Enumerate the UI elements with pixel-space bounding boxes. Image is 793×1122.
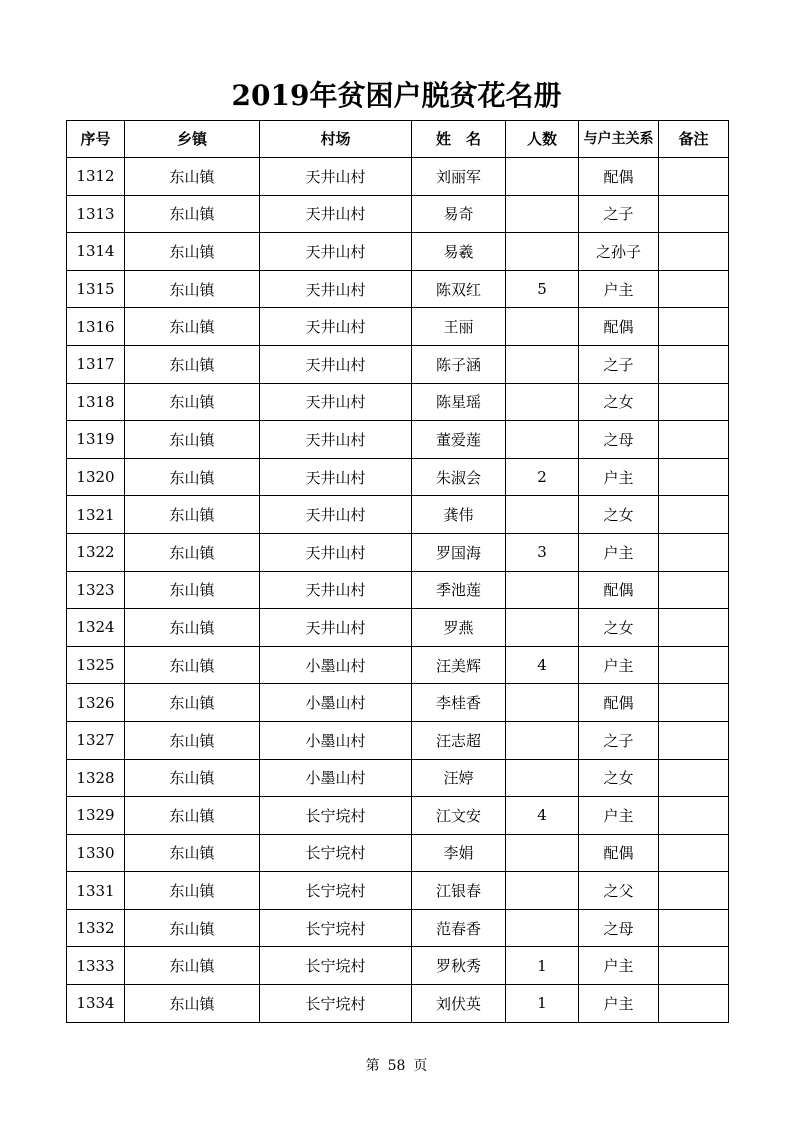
cell-town: 东山镇 <box>125 458 260 496</box>
roster-body <box>67 158 729 1023</box>
cell-name: 陈双红 <box>412 270 506 308</box>
cell-relation: 之孙子 <box>579 233 659 271</box>
col-header-name: 姓 名 <box>412 121 506 158</box>
cell-seq: 1323 <box>67 571 125 609</box>
cell-remark <box>659 270 729 308</box>
cell-village: 天井山村 <box>260 458 412 496</box>
cell-name: 王丽 <box>412 308 506 346</box>
cell-town: 东山镇 <box>125 383 260 421</box>
cell-name: 汪美辉 <box>412 646 506 684</box>
cell-town: 东山镇 <box>125 909 260 947</box>
table-row <box>67 233 729 271</box>
cell-relation: 之女 <box>579 496 659 534</box>
cell-count: 3 <box>506 533 579 571</box>
table-row <box>67 609 729 647</box>
cell-town: 东山镇 <box>125 646 260 684</box>
cell-town: 东山镇 <box>125 985 260 1023</box>
cell-count: 4 <box>506 646 579 684</box>
col-header-town: 乡镇 <box>125 121 260 158</box>
cell-village: 小墨山村 <box>260 721 412 759</box>
cell-town: 东山镇 <box>125 496 260 534</box>
cell-town: 东山镇 <box>125 421 260 459</box>
cell-village: 天井山村 <box>260 345 412 383</box>
cell-village: 天井山村 <box>260 571 412 609</box>
cell-seq: 1321 <box>67 496 125 534</box>
cell-count <box>506 421 579 459</box>
table-row <box>67 496 729 534</box>
cell-village: 天井山村 <box>260 533 412 571</box>
cell-name: 汪婷 <box>412 759 506 797</box>
cell-relation: 之子 <box>579 345 659 383</box>
cell-remark <box>659 383 729 421</box>
cell-remark <box>659 985 729 1023</box>
cell-remark <box>659 909 729 947</box>
cell-name: 李桂香 <box>412 684 506 722</box>
cell-village: 天井山村 <box>260 609 412 647</box>
cell-count <box>506 872 579 910</box>
table-row <box>67 684 729 722</box>
cell-town: 东山镇 <box>125 270 260 308</box>
cell-relation: 户主 <box>579 270 659 308</box>
header-row <box>67 121 729 158</box>
cell-remark <box>659 195 729 233</box>
table-row <box>67 383 729 421</box>
cell-village: 长宁垸村 <box>260 909 412 947</box>
cell-relation: 配偶 <box>579 308 659 346</box>
cell-seq: 1332 <box>67 909 125 947</box>
cell-village: 长宁垸村 <box>260 872 412 910</box>
table-row <box>67 270 729 308</box>
cell-name: 罗燕 <box>412 609 506 647</box>
cell-remark <box>659 759 729 797</box>
cell-seq: 1316 <box>67 308 125 346</box>
cell-relation: 之女 <box>579 609 659 647</box>
cell-town: 东山镇 <box>125 834 260 872</box>
col-header-remark: 备注 <box>659 121 729 158</box>
cell-village: 长宁垸村 <box>260 985 412 1023</box>
cell-village: 天井山村 <box>260 158 412 196</box>
cell-remark <box>659 458 729 496</box>
cell-remark <box>659 571 729 609</box>
cell-relation: 配偶 <box>579 684 659 722</box>
cell-name: 江文安 <box>412 797 506 835</box>
table-row <box>67 797 729 835</box>
cell-town: 东山镇 <box>125 195 260 233</box>
cell-name: 江银春 <box>412 872 506 910</box>
cell-seq: 1334 <box>67 985 125 1023</box>
cell-name: 刘丽军 <box>412 158 506 196</box>
cell-relation: 之女 <box>579 383 659 421</box>
page-footer <box>0 1055 793 1075</box>
cell-remark <box>659 233 729 271</box>
cell-village: 天井山村 <box>260 421 412 459</box>
cell-town: 东山镇 <box>125 797 260 835</box>
cell-village: 长宁垸村 <box>260 947 412 985</box>
cell-name: 范春香 <box>412 909 506 947</box>
cell-remark <box>659 797 729 835</box>
cell-name: 董爱莲 <box>412 421 506 459</box>
cell-seq: 1319 <box>67 421 125 459</box>
cell-relation: 之母 <box>579 421 659 459</box>
cell-name: 罗国海 <box>412 533 506 571</box>
cell-relation: 配偶 <box>579 571 659 609</box>
table-row <box>67 985 729 1023</box>
cell-seq: 1328 <box>67 759 125 797</box>
cell-count <box>506 759 579 797</box>
cell-town: 东山镇 <box>125 872 260 910</box>
cell-town: 东山镇 <box>125 308 260 346</box>
cell-town: 东山镇 <box>125 345 260 383</box>
cell-name: 罗秋秀 <box>412 947 506 985</box>
cell-relation: 户主 <box>579 985 659 1023</box>
cell-count <box>506 721 579 759</box>
cell-count: 1 <box>506 985 579 1023</box>
cell-remark <box>659 533 729 571</box>
cell-name: 陈子涵 <box>412 345 506 383</box>
cell-count <box>506 909 579 947</box>
cell-relation: 户主 <box>579 458 659 496</box>
cell-count: 1 <box>506 947 579 985</box>
cell-town: 东山镇 <box>125 684 260 722</box>
cell-count <box>506 383 579 421</box>
cell-name: 李娟 <box>412 834 506 872</box>
table-row <box>67 421 729 459</box>
cell-town: 东山镇 <box>125 609 260 647</box>
cell-count: 2 <box>506 458 579 496</box>
cell-name: 刘伏英 <box>412 985 506 1023</box>
cell-village: 长宁垸村 <box>260 797 412 835</box>
table-row <box>67 872 729 910</box>
cell-relation: 之女 <box>579 759 659 797</box>
cell-seq: 1326 <box>67 684 125 722</box>
cell-name: 季池莲 <box>412 571 506 609</box>
cell-remark <box>659 158 729 196</box>
cell-relation: 户主 <box>579 533 659 571</box>
cell-name: 易羲 <box>412 233 506 271</box>
cell-remark <box>659 872 729 910</box>
cell-remark <box>659 947 729 985</box>
cell-relation: 配偶 <box>579 834 659 872</box>
table-row <box>67 721 729 759</box>
cell-relation: 之父 <box>579 872 659 910</box>
cell-count <box>506 195 579 233</box>
cell-village: 长宁垸村 <box>260 834 412 872</box>
roster-table <box>66 120 729 1023</box>
cell-relation: 户主 <box>579 947 659 985</box>
cell-remark <box>659 308 729 346</box>
cell-village: 小墨山村 <box>260 646 412 684</box>
cell-town: 东山镇 <box>125 759 260 797</box>
cell-seq: 1333 <box>67 947 125 985</box>
page-title: 2019年贫困户脱贫花名册 <box>231 79 562 112</box>
footer-prefix: 第 <box>365 1058 380 1074</box>
cell-remark <box>659 496 729 534</box>
table-row <box>67 158 729 196</box>
cell-seq: 1315 <box>67 270 125 308</box>
cell-village: 天井山村 <box>260 496 412 534</box>
cell-remark <box>659 609 729 647</box>
cell-remark <box>659 421 729 459</box>
cell-town: 东山镇 <box>125 158 260 196</box>
cell-seq: 1329 <box>67 797 125 835</box>
cell-seq: 1325 <box>67 646 125 684</box>
cell-name: 陈星瑶 <box>412 383 506 421</box>
cell-town: 东山镇 <box>125 721 260 759</box>
cell-count <box>506 308 579 346</box>
cell-count <box>506 158 579 196</box>
cell-town: 东山镇 <box>125 233 260 271</box>
cell-count <box>506 496 579 534</box>
cell-relation: 户主 <box>579 797 659 835</box>
cell-seq: 1330 <box>67 834 125 872</box>
page-number: 58 <box>387 1058 406 1074</box>
cell-count <box>506 609 579 647</box>
cell-relation: 之母 <box>579 909 659 947</box>
col-header-relation: 与户主关系 <box>579 121 659 158</box>
cell-remark <box>659 834 729 872</box>
cell-name: 易奇 <box>412 195 506 233</box>
cell-count <box>506 684 579 722</box>
cell-seq: 1320 <box>67 458 125 496</box>
cell-relation: 之子 <box>579 195 659 233</box>
table-row <box>67 571 729 609</box>
col-header-count: 人数 <box>506 121 579 158</box>
cell-town: 东山镇 <box>125 947 260 985</box>
cell-seq: 1324 <box>67 609 125 647</box>
cell-village: 天井山村 <box>260 233 412 271</box>
footer-suffix: 页 <box>413 1058 428 1074</box>
cell-seq: 1314 <box>67 233 125 271</box>
cell-count: 4 <box>506 797 579 835</box>
cell-seq: 1322 <box>67 533 125 571</box>
table-row <box>67 759 729 797</box>
cell-relation: 户主 <box>579 646 659 684</box>
table-row <box>67 533 729 571</box>
cell-seq: 1312 <box>67 158 125 196</box>
cell-seq: 1313 <box>67 195 125 233</box>
cell-count: 5 <box>506 270 579 308</box>
table-row <box>67 308 729 346</box>
col-header-village: 村场 <box>260 121 412 158</box>
cell-count <box>506 233 579 271</box>
table-row <box>67 834 729 872</box>
cell-remark <box>659 345 729 383</box>
table-row <box>67 909 729 947</box>
col-header-seq: 序号 <box>67 121 125 158</box>
cell-seq: 1331 <box>67 872 125 910</box>
cell-count <box>506 345 579 383</box>
cell-seq: 1327 <box>67 721 125 759</box>
table-row <box>67 458 729 496</box>
cell-village: 天井山村 <box>260 270 412 308</box>
cell-name: 汪志超 <box>412 721 506 759</box>
cell-name: 龚伟 <box>412 496 506 534</box>
cell-village: 天井山村 <box>260 195 412 233</box>
cell-name: 朱淑会 <box>412 458 506 496</box>
cell-village: 天井山村 <box>260 383 412 421</box>
table-row <box>67 947 729 985</box>
cell-town: 东山镇 <box>125 571 260 609</box>
cell-village: 天井山村 <box>260 308 412 346</box>
cell-village: 小墨山村 <box>260 759 412 797</box>
cell-count <box>506 571 579 609</box>
table-row <box>67 195 729 233</box>
table-row <box>67 646 729 684</box>
cell-relation: 之子 <box>579 721 659 759</box>
cell-village: 小墨山村 <box>260 684 412 722</box>
cell-remark <box>659 684 729 722</box>
cell-seq: 1317 <box>67 345 125 383</box>
cell-remark <box>659 646 729 684</box>
cell-seq: 1318 <box>67 383 125 421</box>
cell-count <box>506 834 579 872</box>
table-row <box>67 345 729 383</box>
cell-town: 东山镇 <box>125 533 260 571</box>
cell-remark <box>659 721 729 759</box>
cell-relation: 配偶 <box>579 158 659 196</box>
